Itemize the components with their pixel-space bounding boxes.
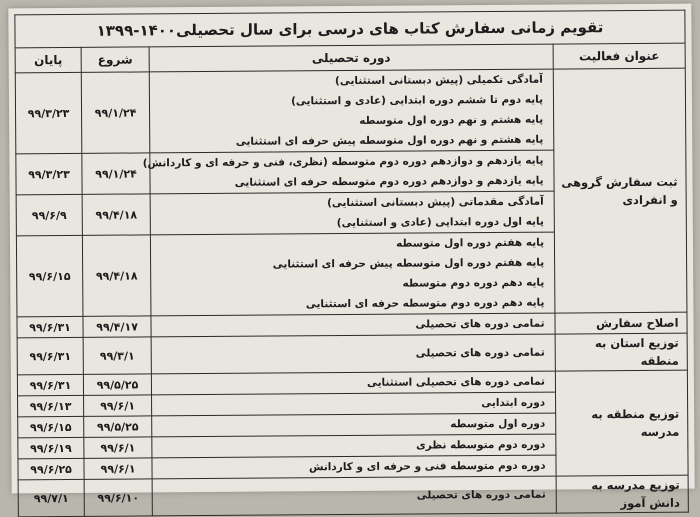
start-date: ۹۹/۴/۱۷	[83, 316, 151, 337]
start-date: ۹۹/۶/۱	[84, 458, 152, 479]
course-cell	[151, 334, 555, 374]
header-course: دوره تحصیلی	[149, 44, 553, 72]
activity-school: توزیع منطقه به مدرسه	[555, 370, 688, 476]
course-line: دوره اول متوسطه	[450, 417, 546, 431]
course-line: تمامی دوره های تحصیلی	[416, 488, 546, 502]
activity-province: توزیع استان به منطقه	[555, 333, 687, 371]
end-date: ۹۹/۶/۳۱	[17, 316, 83, 337]
start-date: ۹۹/۴/۱۸	[82, 194, 150, 235]
course-cell	[151, 313, 555, 337]
table-row	[15, 68, 686, 154]
end-date: ۹۹/۶/۳۱	[17, 337, 83, 374]
course-line: پایه هفتم دوره اول متوسطه	[396, 236, 545, 250]
start-date: ۹۹/۳/۱	[83, 337, 151, 374]
course-cell	[150, 191, 554, 235]
course-line: دوره دوم متوسطه نظری	[416, 438, 546, 452]
start-date: ۹۹/۶/۱۰	[84, 479, 152, 516]
course-line: پایه هشتم و نهم دوره اول متوسطه	[359, 113, 544, 127]
start-date: ۹۹/۵/۲۵	[83, 374, 151, 395]
end-date: ۹۹/۳/۲۳	[16, 153, 82, 194]
course-cell	[151, 371, 555, 395]
end-date: ۹۹/۶/۱۳	[18, 395, 84, 416]
course-line: تمامی دوره های تحصیلی	[415, 317, 545, 331]
course-line: پایه دوم تا ششم دوره ابتدایی (عادی و استثنایی)	[291, 93, 544, 108]
table-row	[18, 475, 688, 517]
start-date: ۹۹/۴/۱۸	[82, 235, 151, 316]
course-line: پایه هشتم و نهم دوره اول متوسطه پیش حرفه ای استثنایی	[235, 133, 544, 148]
activity-register: ثبت سفارش گروهی و انفرادی	[553, 68, 687, 313]
course-line: آمادگی مقدماتی (پیش دبستانی استثنایی)	[327, 195, 544, 210]
course-line: پایه هفتم دوره اول متوسطه پیش حرفه ای استثنایی	[272, 256, 545, 271]
document-sheet	[8, 4, 694, 511]
header-activity: عنوان فعالیت	[553, 43, 685, 69]
table-row	[17, 333, 687, 375]
table-row	[17, 370, 687, 396]
start-date: ۹۹/۱/۲۴	[81, 72, 150, 153]
end-date: ۹۹/۶/۲۵	[18, 458, 84, 479]
end-date: ۹۹/۶/۱۹	[18, 437, 84, 458]
course-cell	[142, 150, 554, 194]
schedule-table	[14, 10, 689, 517]
course-cell	[152, 476, 556, 516]
course-cell	[152, 434, 556, 458]
course-line: پایه اول دوره ابتدایی (عادی و استثنایی)	[336, 215, 544, 230]
activity-correction: اصلاح سفارش	[555, 312, 687, 334]
table-title: تقویم زمانی سفارش کتاب های درسی برای سال تحصیلی۱۴۰۰-۱۳۹۹	[15, 10, 685, 48]
course-line: تمامی دوره های تحصیلی استثنایی	[366, 375, 546, 389]
course-cell	[150, 232, 555, 316]
course-line: دوره دوم متوسطه فنی و حرفه ای و کاردانش	[308, 459, 546, 474]
header-start: شروع	[81, 47, 149, 72]
course-line: دوره ابتدایی	[481, 396, 546, 410]
course-line: پایه دهم دوره دوم متوسطه حرفه ای استثنایی	[305, 296, 545, 311]
start-date: ۹۹/۶/۱	[84, 437, 152, 458]
title-row	[15, 10, 685, 48]
end-date: ۹۹/۶/۱۵	[16, 235, 83, 316]
course-line: پایه دهم دوره دوم متوسطه	[402, 276, 545, 290]
course-line: تمامی دوره های تحصیلی	[415, 346, 545, 360]
course-line: آمادگی تکمیلی (پیش دبستانی استثنایی)	[334, 73, 543, 88]
end-date: ۹۹/۶/۱۵	[18, 416, 84, 437]
course-line: پایه یازدهم و دوازدهم دوره دوم متوسطه (نظری، فنی و حرفه ای و کاردانش)	[142, 154, 544, 170]
header-end: پایان	[15, 47, 81, 72]
course-line: پایه یازدهم و دوازدهم دوره دوم متوسطه حرفه ای استثنایی	[234, 174, 544, 189]
course-cell	[152, 455, 556, 479]
course-cell	[152, 392, 556, 416]
start-date: ۹۹/۱/۲۴	[82, 153, 150, 194]
activity-student: توزیع مدرسه به دانش آموز	[556, 475, 688, 513]
end-date: ۹۹/۶/۳۱	[17, 374, 83, 395]
end-date: ۹۹/۷/۱	[18, 479, 84, 516]
course-cell	[149, 69, 554, 153]
end-date: ۹۹/۳/۲۳	[15, 72, 82, 153]
start-date: ۹۹/۶/۱	[84, 395, 152, 416]
start-date: ۹۹/۵/۲۵	[84, 416, 152, 437]
course-cell	[152, 413, 556, 437]
end-date: ۹۹/۶/۹	[16, 194, 82, 235]
